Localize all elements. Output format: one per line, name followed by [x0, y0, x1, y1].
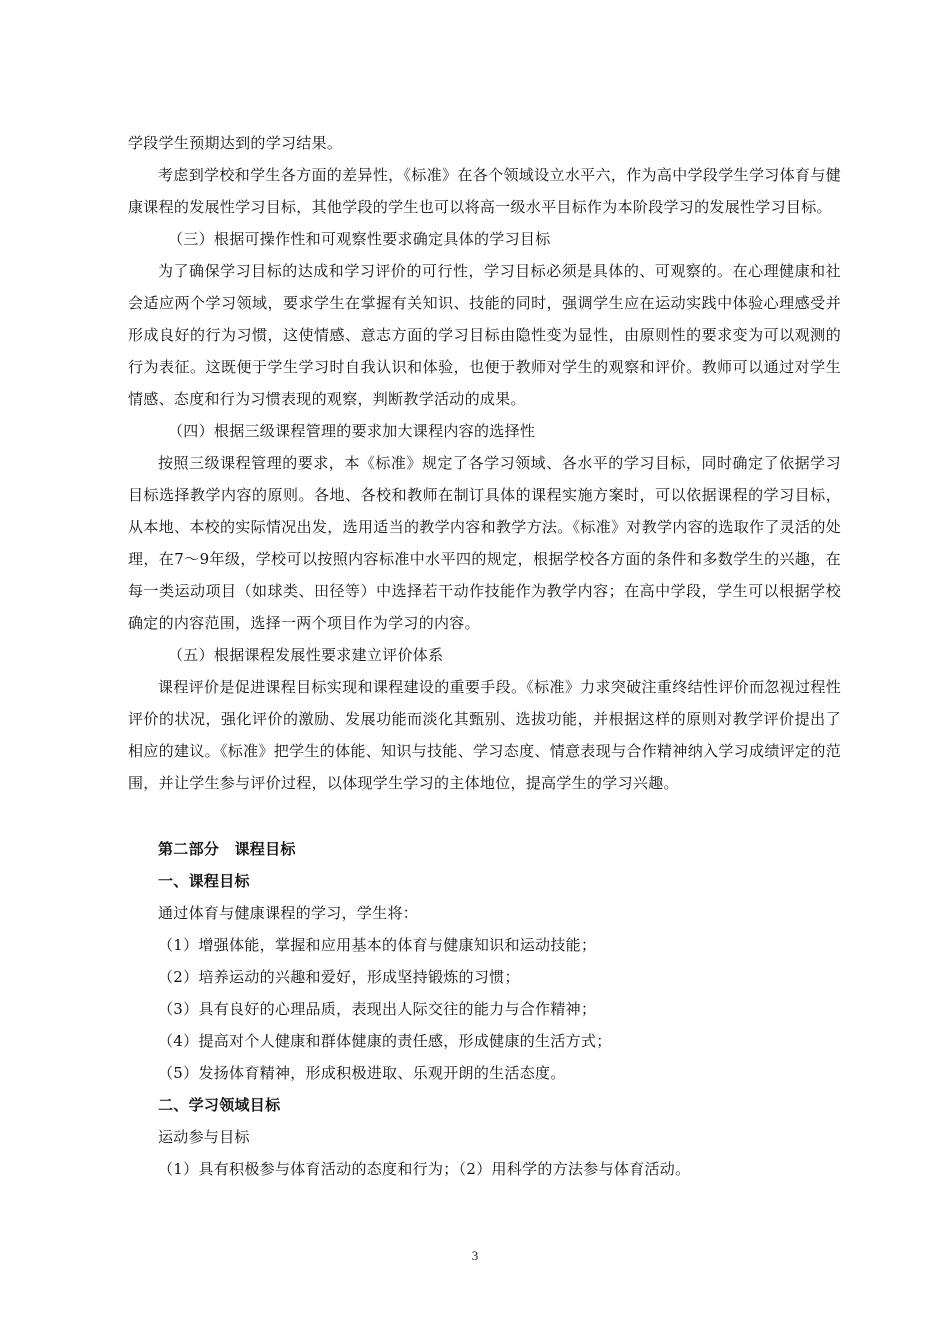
goals-intro: 通过体育与健康课程的学习，学生将： — [158, 904, 419, 922]
goal-item: （5）发扬体育精神，形成积极进取、乐观开朗的生活态度。 — [158, 1064, 566, 1082]
subheading-evaluation-system: （五）根据课程发展性要求建立评价体系 — [168, 646, 444, 664]
paragraph-curriculum-selection: 按照三级课程管理的要求，本《标准》规定了各学习领域、各水平的学习目标，同时确定了依据学习目标选择教学内容的原则。各地、各校和教师在制订具体的课程实施方案时，可以依据课程的学习目标，从本地、本校的实际情况出发，选用适当的教学内容和教学方法。《标准》对教学内容的选取作了灵活的处理，在7～9年级，学校可以按照内容标准中水平四的规定，根据学校各方面的条件和多数学生的兴趣，在每一类运动项目（如球类、田径等）中选择若干动作技能作为教学内容；在高中学段，学生可以根据学校确定的内容范围，选择一两个项目作为学习的内容。 — [128, 454, 841, 632]
paragraph-level-six: 考虑到学校和学生各方面的差异性，《标准》在各个领域设立水平六，作为高中学段学生学习体育与健康课程的发展性学习目标，其他学段的学生也可以将高一级水平目标作为本阶段学习的发展性学习目标。 — [128, 166, 841, 216]
subheading-observable-goals: （三）根据可操作性和可观察性要求确定具体的学习目标 — [168, 230, 551, 248]
participation-goals-title: 运动参与目标 — [158, 1128, 250, 1146]
paragraph-observable-goals: 为了确保学习目标的达成和学习评价的可行性，学习目标必须是具体的、可观察的。在心理健康和社会适应两个学习领域，要求学生在掌握有关知识、技能的同时，强调学生应在运动实践中体验心理感受并形成良好的行为习惯，这使情感、意志方面的学习目标由隐性变为显性，由原则性的要求变为可以观测的行为表征。这既便于学生学习时自我认识和体验，也便于教师对学生的观察和评价。教师可以通过对学生情感、态度和行为习惯表现的观察，判断教学活动的成果。 — [128, 262, 841, 408]
paragraph-continuation: 学段学生预期达到的学习结果。 — [128, 134, 343, 152]
section-one-title: 一、课程目标 — [158, 872, 250, 890]
page-body — [128, 127, 841, 1185]
page-number: 3 — [471, 1248, 479, 1263]
participation-goals-items: （1）具有积极参与体育活动的态度和行为；（2）用科学的方法参与体育活动。 — [158, 1160, 691, 1178]
section-gap — [128, 799, 841, 833]
goal-item: （2）培养运动的兴趣和爱好，形成坚持锻炼的习惯； — [158, 968, 520, 986]
subheading-curriculum-selection: （四）根据三级课程管理的要求加大课程内容的选择性 — [168, 422, 536, 440]
goal-item: （4）提高对个人健康和群体健康的责任感，形成健康的生活方式； — [158, 1032, 612, 1050]
paragraph-evaluation-system: 课程评价是促进课程目标实现和课程建设的重要手段。《标准》力求突破注重终结性评价而忽视过程性评价的状况，强化评价的激励、发展功能而淡化其甄别、选拔功能，并根据这样的原则对教学评价提出了相应的建议。《标准》把学生的体能、知识与技能、学习态度、情意表现与合作精神纳入学习成绩评定的范围，并让学生参与评价过程，以体现学生学习的主体地位，提高学生的学习兴趣。 — [128, 678, 841, 792]
part-two-title: 第二部分 课程目标 — [158, 840, 296, 858]
goal-item: （3）具有良好的心理品质，表现出人际交往的能力与合作精神； — [158, 1000, 597, 1018]
section-two-title: 二、学习领域目标 — [158, 1096, 281, 1114]
goal-item: （1）增强体能，掌握和应用基本的体育与健康知识和运动技能； — [158, 936, 597, 954]
